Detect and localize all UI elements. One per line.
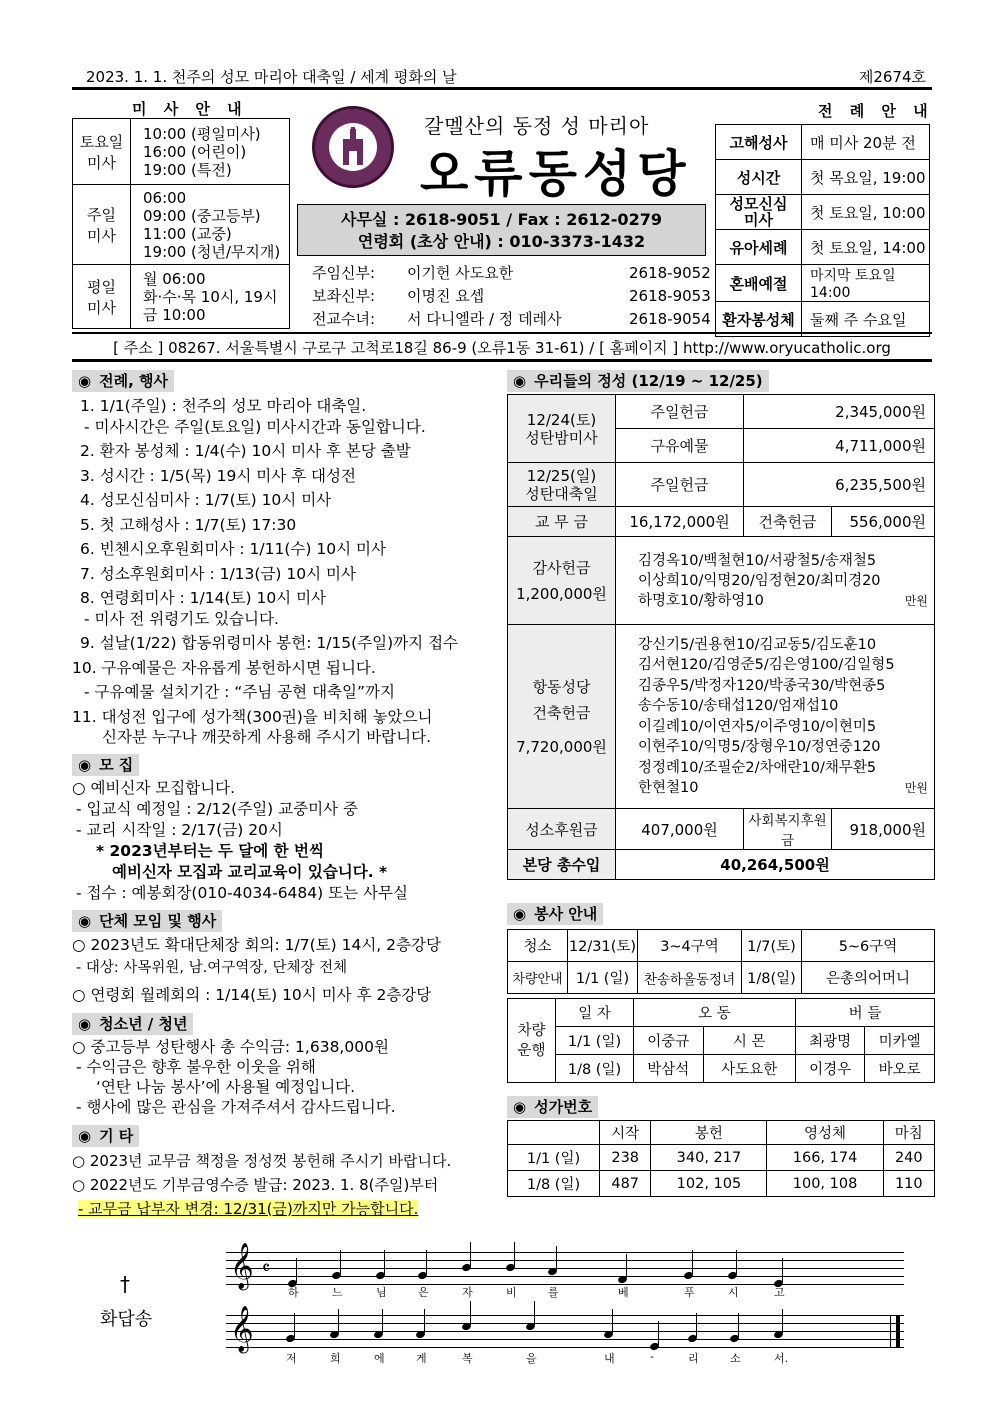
section-hymn: ◉ 성가번호: [507, 1096, 598, 1118]
offering-table: 12/24(토) 성탄밤미사 주일헌금 2,345,000원 구유예물 4,711,000원 12/25(일) 성탄대축일 주일헌금 6,235,500원 교 무 금 16,172,000원 건축헌금 556,000원 감사헌금 1,200,000원 김경옥10/백철현10/서광철5/송재철5 이상희10/익명20/임정현20/최미경20 하명호10/황하영10 만원 항동성당 건축헌금 7,720,000원 강신기5/권용현10/김교동5/김도훈10 김서현120/김영준5/김은영100/김일형5 김종우5/박정자120/박종국30/박현종5 송수동10/송태섭120/엄재섭10 이길례10/이연자5/이주영10/이현미5 이현주10/익명5/장형우10/정연중120 정정례10/조필순2/차애란10/채무환5 한현철10 만원 성소후원금 407,000원 사회복지후원금 918,000원 본당 총수입 40,264,500원: [507, 394, 935, 880]
treble-clef-icon: 𝄞: [230, 1306, 254, 1352]
left-column: [72, 370, 497, 1221]
lyric: 게: [416, 1352, 427, 1365]
parish-name: 오류동성당: [420, 145, 692, 203]
lyric: 저: [286, 1352, 297, 1365]
parish-logo: [312, 106, 394, 188]
lyrics-1: [226, 1284, 904, 1298]
liturgy-list: 1. 1/1(주일) : 천주의 성모 마리아 대축일. - 미사시간은 주일(토요일) 미사시간과 동일합니다. 2. 환자 봉성체 : 1/4(수) 10시 미사 후 본당 출발 3. 성시간 : 1/5(목) 19시 미사 후 대성전 4. 성모신심미사 : 1/7(토) 10시 미사 5. 첫 고해성사 : 1/7(토) 17:30 6. 빈첸시오후원회미사 : 1/11(수) 10시 미사 7. 성소후원회미사 : 1/13(금) 10시 미사 8. 연령회미사 : 1/14(토) 10시 미사 - 미사 전 위령기도 있습니다. 9. 설날(1/22) 합동위령미사 봉헌: 1/15(주일)까지 접수 10. 구유예물은 자유롭게 봉헌하시면 됩니다. - 구유예물 설치기간 : “주님 공현 대축일”까지 11. 대성전 입구에 성가책(300권)을 비치해 놓았으니 신자분 누구나 깨끗하게 사용해 주시기 바랍니다.: [72, 397, 459, 746]
common-time-icon: 𝄴: [262, 1258, 271, 1279]
lyric: 를: [548, 1286, 559, 1299]
lyric: 복: [462, 1352, 473, 1365]
mass-title: 미 사 안 내: [132, 100, 248, 118]
mass-day: 평일 미사: [73, 265, 131, 329]
recruit-list: ○ 예비신자 모집합니다. - 입교식 예정일 : 2/12(주일) 교중미사 중 - 교리 시작일 : 2/17(금) 20시 * 2023년부터는 두 달에 한 번씩 예비신자 모집과 교리교육이 있습니다. * - 접수 : 예봉회장(010-4034-6484) 또는 사무실: [72, 778, 408, 902]
section-offering: ◉ 우리들의 정성 (12/19 ~ 12/25): [507, 370, 769, 392]
hymn-table: 시작 봉헌 영성체 마침 1/1 (일) 238 340, 217 166, 174 240 1/8 (일) 487 102, 105 100, 108 110: [507, 1120, 935, 1197]
dagger-mark: †: [120, 1272, 130, 1296]
treble-clef-icon: 𝄞: [230, 1243, 254, 1289]
lyric: 시: [728, 1286, 739, 1299]
church-icon: [337, 127, 369, 167]
service-table: 청소 12/31(토) 3~4구역 1/7(토) 5~6구역 차량안내 1/1 (일) 찬송하올동정녀 1/8(일) 은총의어머니: [507, 929, 935, 994]
lyric: 은: [418, 1286, 429, 1299]
top-bar: [72, 62, 932, 90]
lyric: 푸: [684, 1286, 695, 1299]
lyric: 고: [774, 1286, 785, 1299]
section-etc: ◉ 기 타: [72, 1125, 139, 1147]
psalm-label: 화답송: [100, 1309, 153, 1330]
mass-day: 주일 미사: [73, 185, 131, 265]
lyric: 리: [688, 1352, 699, 1365]
highlight-notice: - 교무금 납부자 변경: 12/31(금)까지만 가능합니다.: [78, 1199, 419, 1218]
mass-times: 10:00 (평일미사) 16:00 (어린이) 19:00 (특전): [131, 119, 290, 185]
rite-title: 전 례 안 내: [818, 102, 934, 120]
youth-list: ○ 중고등부 성탄행사 총 수익금: 1,638,000원 - 수익금은 향후 불우한 이웃을 위해 ‘연탄 나눔 봉사’에 사용될 예정입니다. - 행사에 많은 관심을 가져주셔서 감사드립니다.: [72, 1037, 396, 1116]
lyric: 하: [288, 1286, 299, 1299]
lyric: 을: [526, 1352, 537, 1365]
section-groups: ◉ 단체 모임 및 행사: [72, 910, 222, 932]
mass-table: [72, 118, 290, 329]
etc-list: ○ 2023년 교무금 책정을 정성껏 봉헌해 주시기 바랍니다. ○ 2022년도 기부금영수증 발급: 2023. 1. 8(주일)부터 - 교무금 납부자 변경: 12/31(금)까지만 가능합니다.: [72, 1151, 452, 1218]
mass-day: 토요일 미사: [73, 119, 131, 185]
lyric: 자: [462, 1286, 473, 1299]
lyric: 베: [618, 1286, 629, 1299]
rite-table: 고해성사 매 미사 20분 전 성시간 첫 목요일, 19:00 성모신심 미사 첫 토요일, 10:00 유아세례 첫 토요일, 14:00 혼배예절 마지막 토요일 14:00 환자봉성체 둘째 주 수요일: [715, 124, 930, 337]
section-recruit: ◉ 모 집: [72, 754, 139, 776]
lyric: 소: [730, 1352, 741, 1365]
lyric: 느: [332, 1286, 343, 1299]
lyrics-2: [226, 1350, 904, 1364]
lyric: 내: [604, 1352, 615, 1365]
notes-2: [226, 1315, 904, 1347]
groups-list: ○ 2023년도 확대단체장 회의: 1/7(토) 14시, 2층강당 - 대상: 사목위원, 남.여구역장, 단체장 전체 ○ 연령회 월례회의 : 1/14(토) 10시 미사 후 2층강당: [72, 935, 441, 1004]
staff-list: 주임신부: 이기헌 사도요한 2618-9052 보좌신부: 이명진 요셉 2618-9053 전교수녀: 서 다니엘라 / 정 데레사 2618-9054: [312, 264, 711, 328]
mass-times: 06:00 09:00 (중고등부) 11:00 (교중) 19:00 (청년/무지개): [131, 185, 290, 265]
section-liturgy: ◉ 전례, 행사: [72, 370, 174, 392]
lyric: -: [650, 1350, 654, 1363]
lyric: 서.: [774, 1352, 789, 1365]
lyric: 희: [330, 1352, 341, 1365]
office-box: 사무실 : 2618-9051 / Fax : 2612-0279 연령회 (초상 안내) : 010-3373-1432: [297, 204, 706, 256]
section-youth: ◉ 청소년 / 청년: [72, 1013, 193, 1035]
notes-1: [226, 1252, 904, 1284]
issue-number: 제2674호: [858, 68, 926, 86]
address-line: [ 주소 ] 08267. 서울특별시 구로구 고척로18길 86-9 (오류1동 31-61) / [ 홈페이지 ] http://www.oryucatholic.org: [72, 332, 932, 362]
mass-times: 월 06:00 화·수·목 10시, 19시 금 10:00: [131, 265, 290, 329]
parish-subtitle: 갈멜산의 동정 성 마리아: [424, 114, 650, 138]
date-line: 2023. 1. 1. 천주의 성모 마리아 대축일 / 세계 평화의 날: [86, 68, 457, 86]
driver-table: 차량 운행 일 자 오 동 버 들 1/1 (일) 이중규 시 몬 최광명 미카엘 1/8 (일) 박삼석 사도요한 이경우 바오로: [507, 998, 935, 1083]
lyric: 에: [374, 1352, 385, 1365]
lyric: 님: [376, 1286, 387, 1299]
section-service: ◉ 봉사 안내: [507, 903, 603, 925]
lyric: 비: [506, 1286, 517, 1299]
